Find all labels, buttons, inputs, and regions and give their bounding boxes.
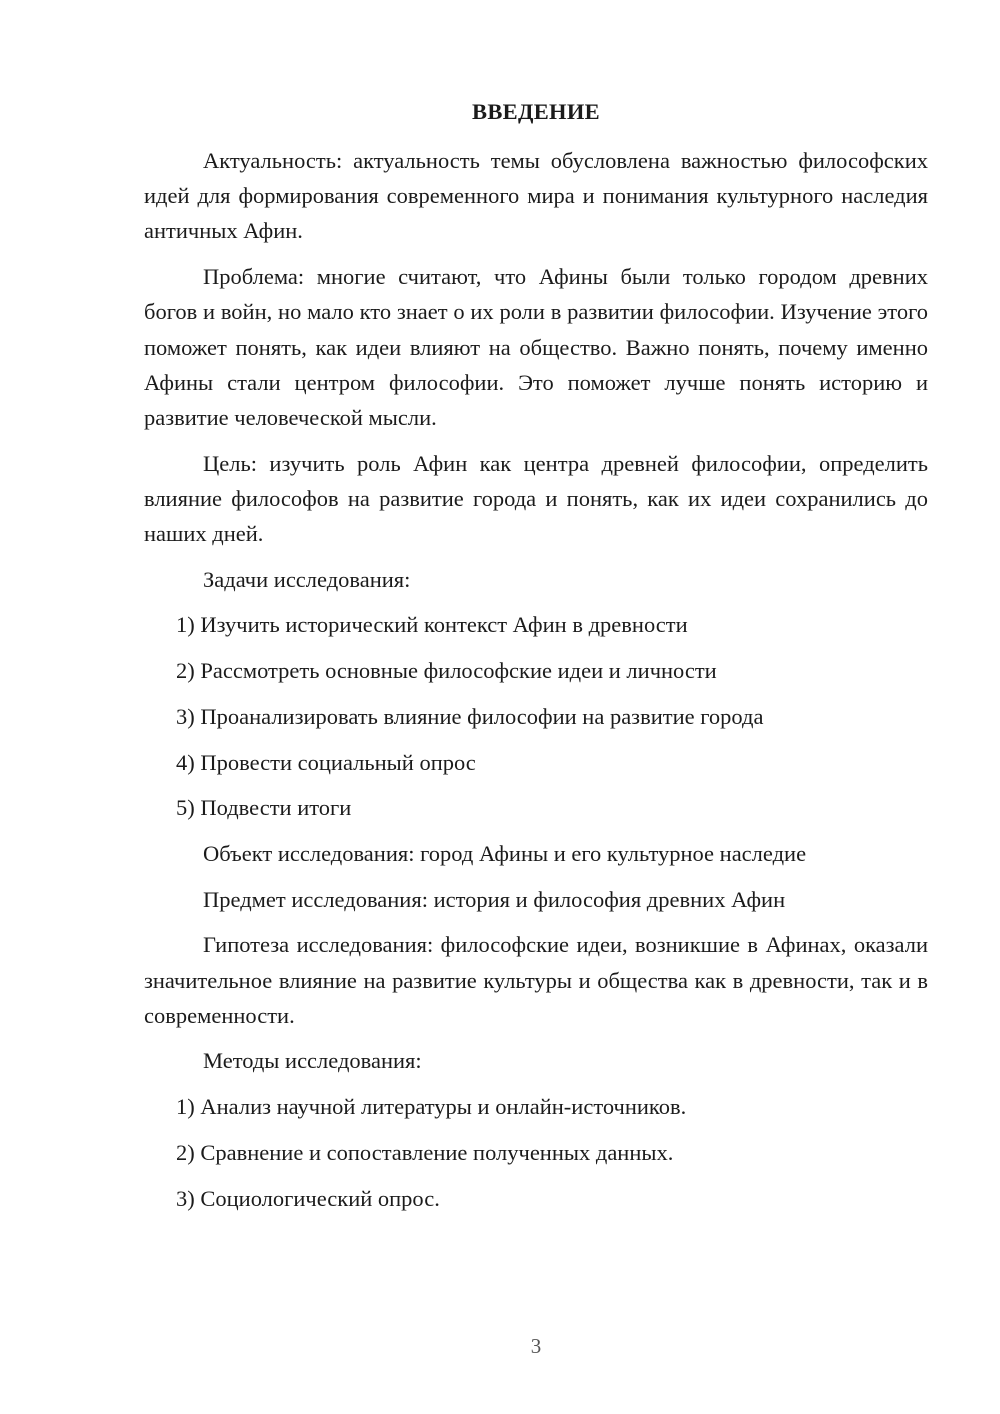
task-item: 1) Изучить исторический контекст Афин в древности [176,612,688,638]
goal-paragraph: Цель: изучить роль Афин как центра древней философии, определить влияние философов на развитие города и понять, как их идеи сохранились до наших дней. [144,450,928,547]
page-number: 3 [530,1334,542,1358]
subject-line: Предмет исследования: история и философия древних Афин [203,886,786,912]
tasks-heading: Задачи исследования: [203,566,411,592]
section-title: ВВЕДЕНИЕ [472,99,600,124]
method-item: 1) Анализ научной литературы и онлайн-источников. [176,1094,687,1120]
task-item: 3) Проанализировать влияние философии на развитие города [176,703,764,729]
methods-list [144,1089,928,1216]
task-item: 5) Подвести итоги [176,795,352,821]
hypothesis-paragraph: Гипотеза исследования: философские идеи, возникшие в Афинах, оказали значительное влияние на развитие культуры и общества как в древности, так и в современности. [144,932,928,1028]
method-item: 2) Сравнение и сопоставление полученных данных. [176,1139,674,1165]
tasks-list [144,607,928,825]
methods-heading: Методы исследования: [203,1048,422,1074]
relevance-paragraph: Актуальность: актуальность темы обусловлена важностью философских идей для формирования современного мира и понимания культурного наследия античных Афин. [144,148,928,244]
task-item: 4) Провести социальный опрос [176,749,476,775]
object-line: Объект исследования: город Афины и его культурное наследие [203,840,807,866]
method-item: 3) Социологический опрос. [176,1185,440,1211]
problem-paragraph: Проблема: многие считают, что Афины были только городом древних богов и войн, но мало кто знает о их роли в развитии философии. Изучение этого поможет понять, как идеи влияют на общество. Важно понять, почему именно Афины стали центром философии. Это поможет лучше понять историю и развитие человеческой мысли. [144,264,928,430]
document-body [144,143,928,1226]
task-item: 2) Рассмотреть основные философские идеи и личности [176,658,717,684]
